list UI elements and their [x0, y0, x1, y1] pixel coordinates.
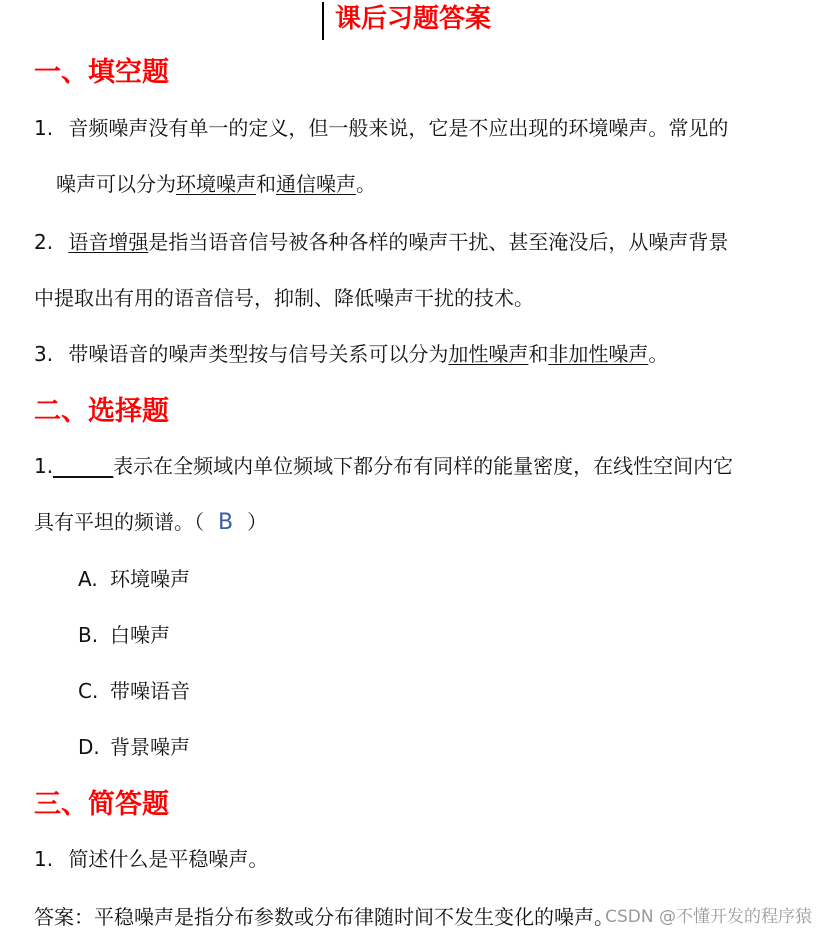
option-b: [78, 622, 170, 648]
option-letter: C.: [78, 679, 99, 703]
choice-answer: B: [218, 510, 234, 535]
question-text: 是指当语音信号被各种各样的噪声干扰、甚至淹没后，从噪声背景: [148, 230, 729, 254]
question-number: 1.: [34, 454, 54, 478]
section-heading-choice: 二、选择题: [34, 396, 169, 427]
option-letter: B.: [78, 623, 99, 647]
question-text: 带噪语音的噪声类型按与信号关系可以分为: [68, 342, 449, 366]
fill-q1-line2: [56, 171, 376, 197]
fill-q2-line2: [34, 285, 534, 311]
question-text: 噪声可以分为: [56, 172, 176, 196]
fill-q2-line1: [34, 229, 728, 255]
option-text: 带噪语音: [110, 679, 190, 703]
answer-blank: 非加性噪声: [548, 342, 649, 366]
option-text: 背景噪声: [110, 735, 190, 759]
option-a: [78, 566, 190, 592]
answer-blank: 语音增强: [68, 230, 149, 254]
answer-blank: ______: [53, 454, 114, 478]
fill-q1-line1: [34, 115, 728, 141]
answer-blank: 通信噪声: [276, 172, 356, 196]
question-text: 。: [648, 342, 669, 366]
question-text: 表示在全频域内单位频域下都分布有同样的能量密度，在线性空间内它: [113, 454, 734, 478]
short-q1-answer: 答案：平稳噪声是指分布参数或分布律随时间不发生变化的噪声。: [34, 905, 614, 929]
csdn-watermark: CSDN @不懂开发的程序猿: [605, 907, 812, 927]
option-letter: D.: [78, 735, 100, 759]
question-text: 和: [528, 342, 549, 366]
question-text: 具有平坦的频谱。（: [34, 510, 204, 534]
question-text: 简述什么是平稳噪声。: [68, 847, 269, 871]
option-c: [78, 678, 190, 704]
section-heading-short: 三、简答题: [34, 789, 169, 820]
document-title: 课后习题答案: [334, 4, 491, 34]
question-number: 3.: [34, 342, 54, 366]
question-text: 。: [356, 172, 376, 196]
section-heading-fill: 一、填空题: [34, 57, 169, 88]
answer-blank: 加性噪声: [448, 342, 529, 366]
choice-q1-line2: [34, 509, 267, 536]
question-text: 中提取出有用的语音信号，抑制、降低噪声干扰的技术。: [34, 286, 534, 310]
fill-q3-line1: [34, 341, 668, 367]
option-text: 环境噪声: [110, 567, 190, 591]
option-text: 白噪声: [110, 623, 170, 647]
question-text: ）: [247, 510, 268, 534]
question-text: 和: [256, 172, 276, 196]
option-letter: A.: [78, 567, 98, 591]
question-number: 2.: [34, 230, 54, 254]
short-q1-line: [34, 846, 268, 872]
question-number: 1.: [34, 847, 54, 871]
choice-q1-line1: [34, 453, 733, 479]
answer-blank: 环境噪声: [176, 172, 256, 196]
question-text: 音频噪声没有单一的定义，但一般来说，它是不应出现的环境噪声。常见的: [68, 116, 729, 140]
option-d: [78, 734, 190, 760]
question-number: 1.: [34, 116, 54, 140]
